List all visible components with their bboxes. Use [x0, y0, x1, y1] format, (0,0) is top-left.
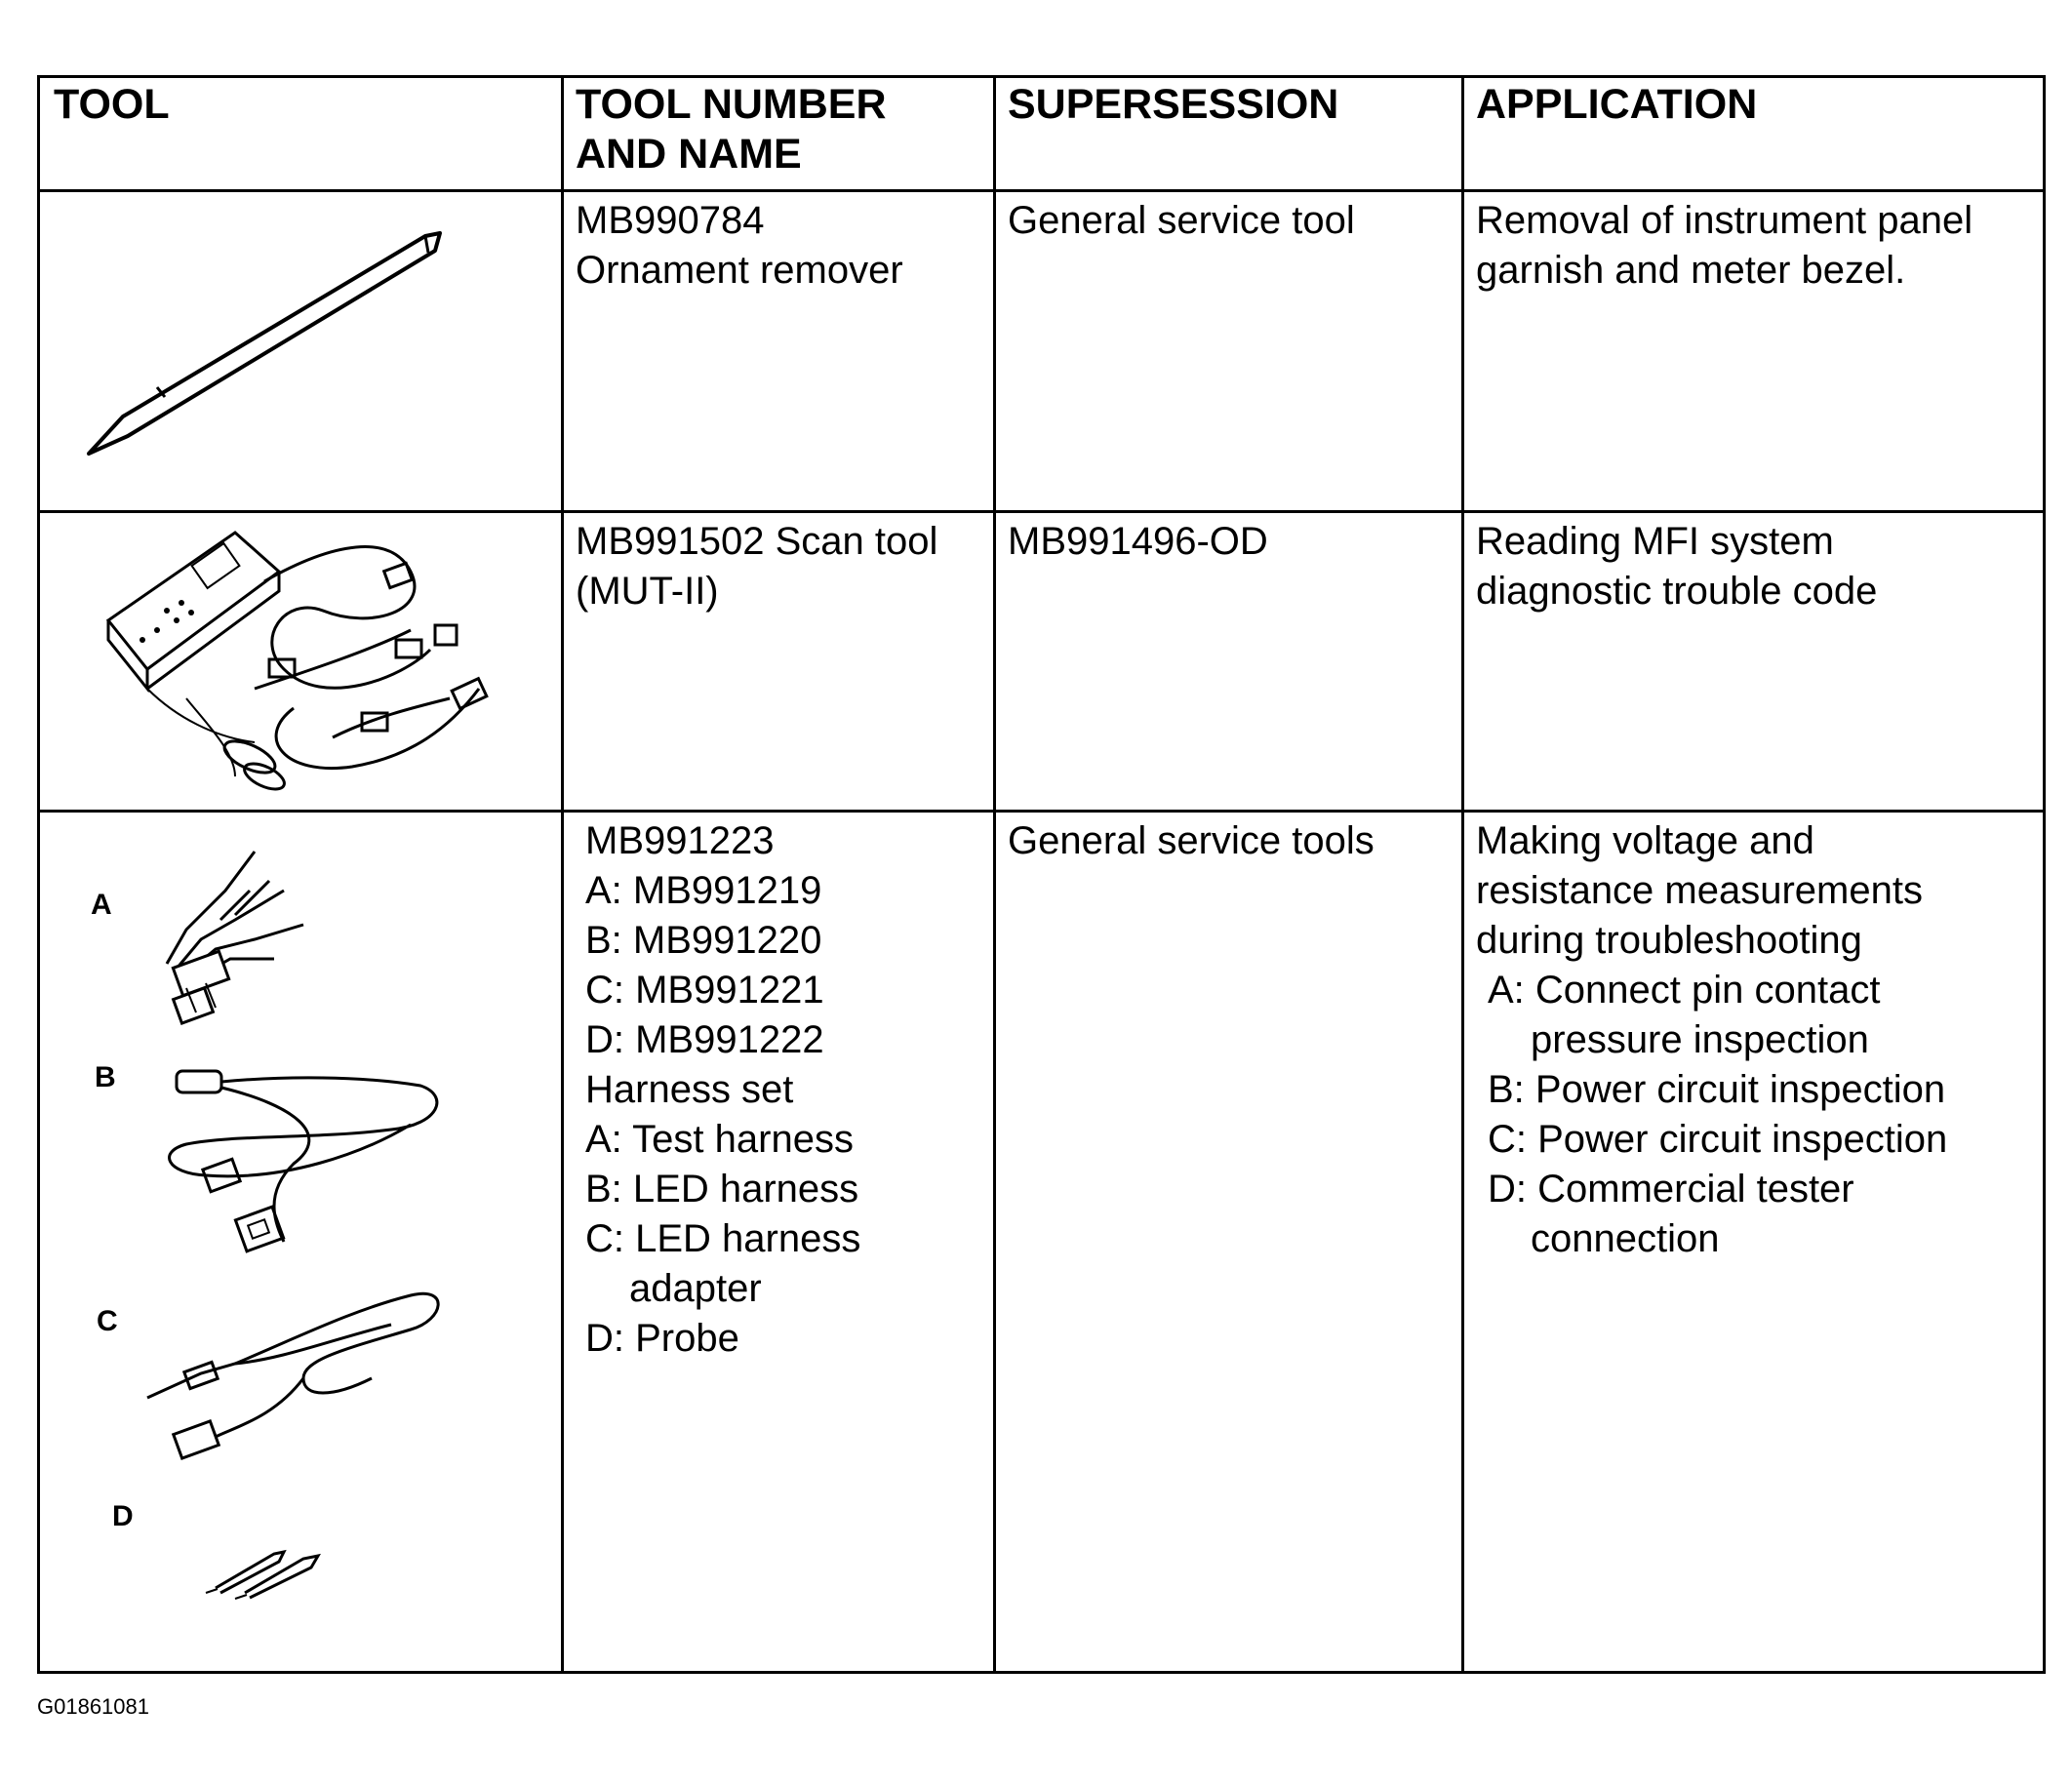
table-row [39, 191, 2045, 512]
application-cell: Making voltage and resistance measurements during troubleshooting A: Connect pin contact pressure inspection B: Power circuit inspection C: Power circuit inspection D: Commercial tester connection [1463, 812, 2045, 1673]
supersession-cell: General service tools [995, 812, 1463, 1673]
tool-number-cell: MB991502 Scan tool (MUT-II) [563, 512, 995, 812]
tool-letter-b: B [95, 1061, 116, 1093]
tool-table-sheet [37, 75, 2043, 1674]
header-tool: TOOL [39, 77, 563, 191]
tool-number-cell: MB991223 A: MB991219 B: MB991220 C: MB991221 D: MB991222 Harness set A: Test harness B: LED harness C: LED harness adapter D: Probe [563, 812, 995, 1673]
special-tools-table [37, 75, 2046, 1674]
tool-letter-c: C [97, 1305, 118, 1337]
supersession-cell: MB991496-OD [995, 512, 1463, 812]
supersession-cell: General service tool [995, 191, 1463, 512]
tool-name-line: Ornament remover [576, 249, 903, 292]
tool-number-cell [563, 191, 995, 512]
tool-image-cell [39, 512, 563, 812]
scan-tool-illustration [40, 513, 564, 810]
tool-image-cell [39, 812, 563, 1673]
tool-number-line: MB990784 [576, 199, 765, 242]
tool-image-cell [39, 191, 563, 512]
table-row [39, 512, 2045, 812]
harness-set-illustration [40, 813, 564, 1671]
table-header-row [39, 77, 2045, 191]
header-supersession: SUPERSESSION [995, 77, 1463, 191]
tool-letter-d: D [112, 1500, 134, 1532]
tool-letter-a: A [91, 889, 112, 921]
figure-id: G01861081 [37, 1694, 149, 1719]
application-cell: Reading MFI system diagnostic trouble code [1463, 512, 2045, 812]
ornament-remover-illustration [40, 192, 564, 510]
header-application: APPLICATION [1463, 77, 2045, 191]
application-cell: Removal of instrument panel garnish and meter bezel. [1463, 191, 2045, 512]
header-tool-number: TOOL NUMBER AND NAME [563, 77, 995, 191]
table-row [39, 812, 2045, 1673]
